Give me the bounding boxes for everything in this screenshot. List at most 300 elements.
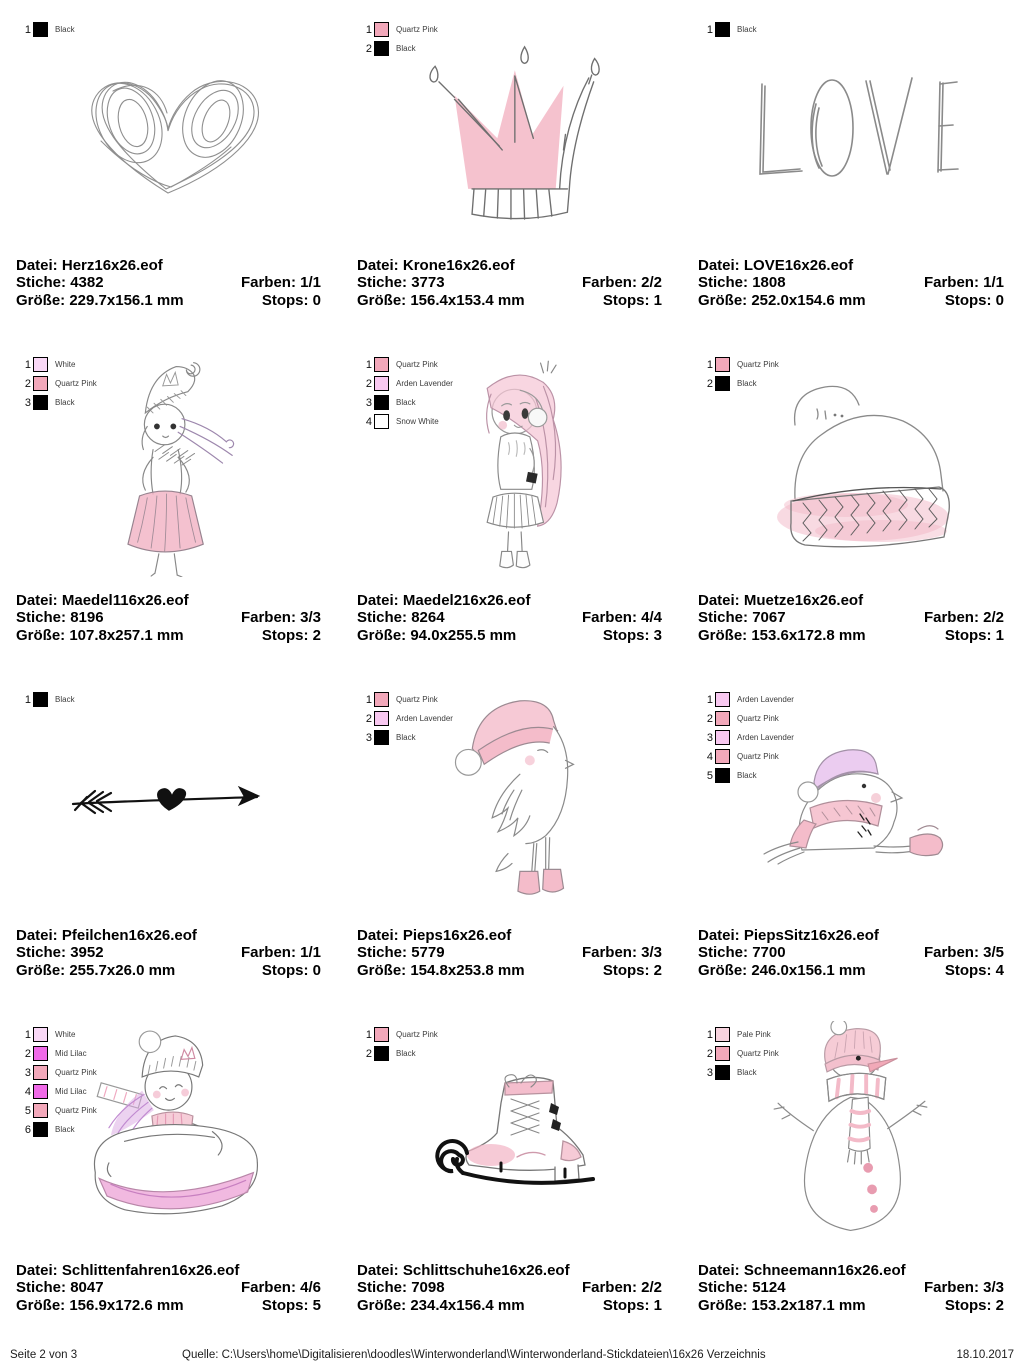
size-stops-line — [357, 292, 662, 310]
snowman-sketch — [770, 1021, 932, 1251]
stitch-count: 7700 — [752, 944, 786, 961]
legend-number: 1 — [365, 358, 372, 371]
stitch-count: 4382 — [70, 274, 104, 291]
size — [16, 627, 184, 645]
colors — [582, 274, 662, 292]
legend-number: 3 — [365, 731, 372, 744]
stops-label: Stops: — [602, 626, 650, 644]
colors — [241, 609, 321, 627]
legend-color-label: Pale Pink — [737, 1030, 771, 1039]
size-value: 156.9x172.6 mm — [69, 1296, 184, 1314]
stops-label: Stops: — [944, 961, 992, 979]
design-metadata — [16, 927, 321, 980]
legend-color-label: Black — [55, 25, 75, 34]
stops-count: 1 — [995, 626, 1004, 644]
color-swatch — [33, 1122, 48, 1137]
stops-count: 5 — [312, 1296, 321, 1314]
stops — [945, 627, 1004, 645]
colors-label: Farben: — [240, 274, 296, 291]
color-swatch — [715, 1046, 730, 1061]
size-label: Größe: — [698, 626, 748, 644]
size — [698, 627, 866, 645]
legend-color-label: Arden Lavender — [396, 714, 453, 723]
legend-item — [22, 1063, 97, 1082]
stitches — [357, 944, 445, 962]
legend-item — [22, 374, 97, 393]
file-line — [16, 592, 321, 610]
size-stops-line — [357, 627, 662, 645]
stitches-label: Stiche: — [357, 274, 408, 291]
stitches-label: Stiche: — [698, 274, 749, 291]
legend-item — [363, 728, 453, 747]
file-name: Krone16x26.eof — [402, 256, 515, 274]
stops — [262, 962, 321, 980]
stitch-count: 5779 — [411, 944, 445, 961]
stitches-label: Stiche: — [16, 1279, 67, 1296]
legend-color-label: Arden Lavender — [396, 379, 453, 388]
stitches-label: Stiche: — [698, 609, 749, 626]
file-label: Datei: — [698, 1261, 740, 1279]
design-metadata — [698, 257, 1004, 310]
stops-label: Stops: — [602, 1296, 650, 1314]
size-stops-line — [16, 1297, 321, 1315]
stops-count: 0 — [995, 291, 1004, 309]
colors — [582, 1279, 662, 1297]
file-label: Datei: — [357, 256, 399, 274]
legend-number: 2 — [24, 377, 31, 390]
stitches-colors-line — [698, 1279, 1004, 1297]
color-swatch — [33, 1103, 48, 1118]
stops-label: Stops: — [602, 291, 650, 309]
size-value: 154.8x253.8 mm — [410, 961, 525, 979]
color-swatch — [33, 376, 48, 391]
stops-count: 2 — [312, 626, 321, 644]
stitches-colors-line — [698, 944, 1004, 962]
legend-number: 1 — [24, 693, 31, 706]
colors-label: Farben: — [581, 274, 637, 291]
legend-color-label: Arden Lavender — [737, 733, 794, 742]
color-swatch — [374, 1046, 389, 1061]
size — [16, 292, 184, 310]
stitches-colors-line — [16, 274, 321, 292]
color-swatch — [374, 22, 389, 37]
legend-color-label: Quartz Pink — [737, 360, 779, 369]
stitches-colors-line — [357, 1279, 662, 1297]
file-label: Datei: — [357, 591, 399, 609]
color-legend — [363, 690, 453, 747]
size-stops-line — [357, 962, 662, 980]
legend-color-label: Black — [55, 1125, 75, 1134]
color-swatch — [374, 414, 389, 429]
size — [698, 292, 866, 310]
design-metadata — [698, 1262, 1004, 1315]
legend-number: 2 — [706, 377, 713, 390]
size-label: Größe: — [357, 1296, 407, 1314]
legend-color-label: White — [55, 1030, 76, 1039]
color-swatch — [715, 749, 730, 764]
design-card — [682, 0, 1024, 335]
color-swatch — [715, 711, 730, 726]
stops-label: Stops: — [944, 291, 992, 309]
legend-number: 1 — [24, 358, 31, 371]
legend-number: 1 — [365, 693, 372, 706]
file-line — [698, 592, 1004, 610]
size-label: Größe: — [16, 626, 66, 644]
colors — [241, 1279, 321, 1297]
file-line — [357, 592, 662, 610]
legend-item — [363, 690, 453, 709]
stops-label: Stops: — [261, 961, 309, 979]
legend-number: 3 — [706, 1066, 713, 1079]
design-metadata — [698, 927, 1004, 980]
bird-santa-hat-sketch — [442, 687, 577, 915]
legend-number: 2 — [365, 1047, 372, 1060]
legend-number: 3 — [24, 1066, 31, 1079]
size-label: Größe: — [357, 961, 407, 979]
legend-number: 1 — [24, 1028, 31, 1041]
design-card — [0, 335, 341, 670]
color-swatch — [33, 1084, 48, 1099]
design-card — [341, 0, 682, 335]
stitch-count: 3773 — [411, 274, 445, 291]
size-label: Größe: — [16, 1296, 66, 1314]
size-value: 255.7x26.0 mm — [69, 961, 176, 979]
size-stops-line — [357, 1297, 662, 1315]
color-legend — [363, 20, 438, 58]
size-stops-line — [16, 627, 321, 645]
color-swatch — [374, 41, 389, 56]
legend-item — [704, 1025, 779, 1044]
legend-item — [363, 412, 453, 431]
size — [698, 1297, 866, 1315]
design-metadata — [357, 257, 662, 310]
legend-color-label: Black — [55, 398, 75, 407]
stitches — [357, 609, 445, 627]
legend-item — [363, 20, 438, 39]
file-label: Datei: — [16, 1261, 58, 1279]
color-legend — [704, 355, 779, 393]
love-lettering-sketch — [744, 66, 959, 196]
colors-label: Farben: — [581, 944, 637, 961]
legend-item — [704, 766, 794, 785]
color-swatch — [33, 1046, 48, 1061]
file-name: Pieps16x26.eof — [402, 926, 512, 944]
legend-number: 5 — [706, 769, 713, 782]
size-value: 94.0x255.5 mm — [410, 626, 517, 644]
color-legend — [22, 20, 75, 39]
file-line — [16, 1262, 321, 1280]
stops-count: 2 — [653, 961, 662, 979]
design-card — [0, 1005, 341, 1340]
color-swatch — [374, 692, 389, 707]
colors-label: Farben: — [240, 1279, 296, 1296]
file-line — [357, 1262, 662, 1280]
file-label: Datei: — [698, 591, 740, 609]
legend-item — [22, 1101, 97, 1120]
stitches-label: Stiche: — [698, 944, 749, 961]
stitch-count: 1808 — [752, 274, 786, 291]
legend-item — [704, 355, 779, 374]
colors-count: 2/2 — [641, 274, 662, 291]
legend-color-label: Quartz Pink — [55, 1068, 97, 1077]
size-value: 153.6x172.8 mm — [751, 626, 866, 644]
legend-color-label: Mid Lilac — [55, 1087, 87, 1096]
colors — [924, 274, 1004, 292]
file-name: Muetze16x26.eof — [743, 591, 864, 609]
size-value: 252.0x154.6 mm — [751, 291, 866, 309]
size-stops-line — [698, 962, 1004, 980]
stitch-count: 8047 — [70, 1279, 104, 1296]
size-value: 234.4x156.4 mm — [410, 1296, 525, 1314]
stops — [603, 292, 662, 310]
file-line — [16, 257, 321, 275]
stitches — [698, 274, 786, 292]
stitches-label: Stiche: — [16, 609, 67, 626]
legend-item — [363, 374, 453, 393]
size-value: 229.7x156.1 mm — [69, 291, 184, 309]
size-label: Größe: — [698, 961, 748, 979]
size — [16, 1297, 184, 1315]
stitches-label: Stiche: — [16, 274, 67, 291]
color-swatch — [374, 1027, 389, 1042]
print-date: 18.10.2017 — [956, 1349, 1014, 1361]
stitches-colors-line — [16, 609, 321, 627]
design-image-area — [16, 676, 321, 927]
colors-count: 4/4 — [641, 609, 662, 626]
legend-number: 1 — [706, 693, 713, 706]
stitch-count: 7067 — [752, 609, 786, 626]
colors-label: Farben: — [581, 1279, 637, 1296]
colors-count: 3/3 — [300, 609, 321, 626]
size-value: 153.2x187.1 mm — [751, 1296, 866, 1314]
size-label: Größe: — [357, 626, 407, 644]
color-swatch — [715, 1065, 730, 1080]
file-line — [698, 1262, 1004, 1280]
size — [357, 962, 525, 980]
file-name: PiepsSitz16x26.eof — [743, 926, 879, 944]
stops — [262, 1297, 321, 1315]
stops — [262, 627, 321, 645]
legend-number: 1 — [365, 23, 372, 36]
stops-count: 3 — [653, 626, 662, 644]
stops-count: 1 — [653, 291, 662, 309]
design-card — [682, 670, 1024, 1005]
page-number: Seite 2 von 3 — [10, 1349, 78, 1361]
colors-label: Farben: — [923, 1279, 979, 1296]
file-name: Schlittschuhe16x26.eof — [402, 1261, 570, 1279]
legend-item — [704, 20, 757, 39]
legend-number: 3 — [24, 396, 31, 409]
legend-color-label: Black — [737, 771, 757, 780]
file-name: LOVE16x26.eof — [743, 256, 854, 274]
color-swatch — [33, 22, 48, 37]
knit-hat-sketch — [751, 379, 951, 554]
stitches-colors-line — [357, 944, 662, 962]
color-swatch — [715, 768, 730, 783]
file-name: Maedel116x26.eof — [61, 591, 189, 609]
stops — [603, 627, 662, 645]
color-legend — [363, 355, 453, 431]
legend-number: 4 — [706, 750, 713, 763]
design-card — [341, 335, 682, 670]
legend-item — [704, 1044, 779, 1063]
file-line — [357, 257, 662, 275]
stitches — [357, 274, 445, 292]
legend-color-label: Quartz Pink — [55, 1106, 97, 1115]
legend-item — [363, 1025, 438, 1044]
legend-number: 3 — [706, 731, 713, 744]
color-swatch — [33, 395, 48, 410]
stops-label: Stops: — [261, 626, 309, 644]
colors — [582, 944, 662, 962]
legend-number: 4 — [24, 1085, 31, 1098]
color-swatch — [715, 1027, 730, 1042]
legend-color-label: Black — [396, 44, 416, 53]
legend-number: 2 — [706, 712, 713, 725]
crown-sketch — [407, 41, 612, 221]
color-swatch — [374, 357, 389, 372]
color-swatch — [715, 692, 730, 707]
color-swatch — [33, 1065, 48, 1080]
stitches — [16, 1279, 104, 1297]
legend-color-label: Black — [396, 1049, 416, 1058]
stitches — [698, 609, 786, 627]
legend-item — [704, 1063, 779, 1082]
design-card — [0, 670, 341, 1005]
file-label: Datei: — [357, 1261, 399, 1279]
size-stops-line — [698, 1297, 1004, 1315]
design-metadata — [16, 257, 321, 310]
design-image-area — [698, 6, 1004, 257]
colors-count: 2/2 — [983, 609, 1004, 626]
legend-color-label: Quartz Pink — [396, 695, 438, 704]
stitch-count: 8264 — [411, 609, 445, 626]
file-label: Datei: — [698, 926, 740, 944]
design-card — [341, 1005, 682, 1340]
stitches — [16, 274, 104, 292]
size-stops-line — [16, 292, 321, 310]
ice-skate-sketch — [405, 1069, 615, 1204]
color-swatch — [374, 395, 389, 410]
stops-count: 0 — [312, 291, 321, 309]
stops-count: 0 — [312, 961, 321, 979]
legend-color-label: Arden Lavender — [737, 695, 794, 704]
legend-item — [22, 1044, 97, 1063]
stops — [603, 1297, 662, 1315]
legend-number: 1 — [365, 1028, 372, 1041]
girl-pink-skirt-sketch — [91, 355, 246, 577]
design-metadata — [357, 1262, 662, 1315]
legend-item — [363, 39, 438, 58]
stops — [945, 1297, 1004, 1315]
colors — [924, 609, 1004, 627]
file-name: Schneemann16x26.eof — [743, 1261, 906, 1279]
colors — [582, 609, 662, 627]
legend-color-label: Snow White — [396, 417, 439, 426]
colors-count: 3/3 — [641, 944, 662, 961]
stitches-colors-line — [698, 609, 1004, 627]
size — [16, 962, 175, 980]
legend-item — [363, 393, 453, 412]
colors-count: 4/6 — [300, 1279, 321, 1296]
stitches — [698, 1279, 786, 1297]
legend-number: 1 — [706, 1028, 713, 1041]
stitches-colors-line — [698, 274, 1004, 292]
legend-color-label: Quartz Pink — [396, 1030, 438, 1039]
legend-item — [22, 1082, 97, 1101]
legend-number: 1 — [706, 23, 713, 36]
legend-number: 4 — [365, 415, 372, 428]
color-swatch — [715, 22, 730, 37]
stitches-colors-line — [16, 1279, 321, 1297]
colors-label: Farben: — [581, 609, 637, 626]
file-label: Datei: — [357, 926, 399, 944]
design-card — [0, 0, 341, 335]
size-stops-line — [698, 292, 1004, 310]
stops-label: Stops: — [261, 1296, 309, 1314]
color-legend — [22, 355, 97, 412]
color-swatch — [374, 711, 389, 726]
legend-color-label: Black — [737, 379, 757, 388]
legend-color-label: Quartz Pink — [55, 379, 97, 388]
size-stops-line — [698, 627, 1004, 645]
file-line — [698, 927, 1004, 945]
size — [357, 627, 516, 645]
color-swatch — [715, 357, 730, 372]
stitch-count: 8196 — [70, 609, 104, 626]
legend-color-label: Black — [737, 25, 757, 34]
legend-number: 3 — [365, 396, 372, 409]
colors-label: Farben: — [923, 274, 979, 291]
colors-label: Farben: — [240, 944, 296, 961]
design-metadata — [357, 927, 662, 980]
stitches-colors-line — [357, 274, 662, 292]
stitches-label: Stiche: — [698, 1279, 749, 1296]
colors — [241, 944, 321, 962]
stitch-count: 3952 — [70, 944, 104, 961]
legend-number: 2 — [706, 1047, 713, 1060]
file-line — [357, 927, 662, 945]
size-value: 246.0x156.1 mm — [751, 961, 866, 979]
size-label: Größe: — [16, 291, 66, 309]
design-metadata — [16, 592, 321, 645]
color-swatch — [374, 730, 389, 745]
legend-item — [704, 747, 794, 766]
file-label: Datei: — [16, 256, 58, 274]
stops-count: 4 — [995, 961, 1004, 979]
stitches-label: Stiche: — [357, 1279, 408, 1296]
legend-color-label: Black — [396, 733, 416, 742]
size-label: Größe: — [357, 291, 407, 309]
legend-number: 2 — [24, 1047, 31, 1060]
legend-color-label: Quartz Pink — [737, 1049, 779, 1058]
legend-number: 2 — [365, 377, 372, 390]
stops — [945, 962, 1004, 980]
stops-label: Stops: — [944, 1296, 992, 1314]
legend-color-label: Quartz Pink — [396, 360, 438, 369]
stitches — [357, 1279, 445, 1297]
legend-item — [22, 355, 97, 374]
colors-label: Farben: — [923, 609, 979, 626]
file-label: Datei: — [698, 256, 740, 274]
colors-label: Farben: — [240, 609, 296, 626]
legend-color-label: White — [55, 360, 76, 369]
size — [357, 1297, 525, 1315]
page-footer — [0, 1340, 1024, 1370]
color-legend — [704, 690, 794, 785]
design-card — [682, 1005, 1024, 1340]
design-metadata — [698, 592, 1004, 645]
